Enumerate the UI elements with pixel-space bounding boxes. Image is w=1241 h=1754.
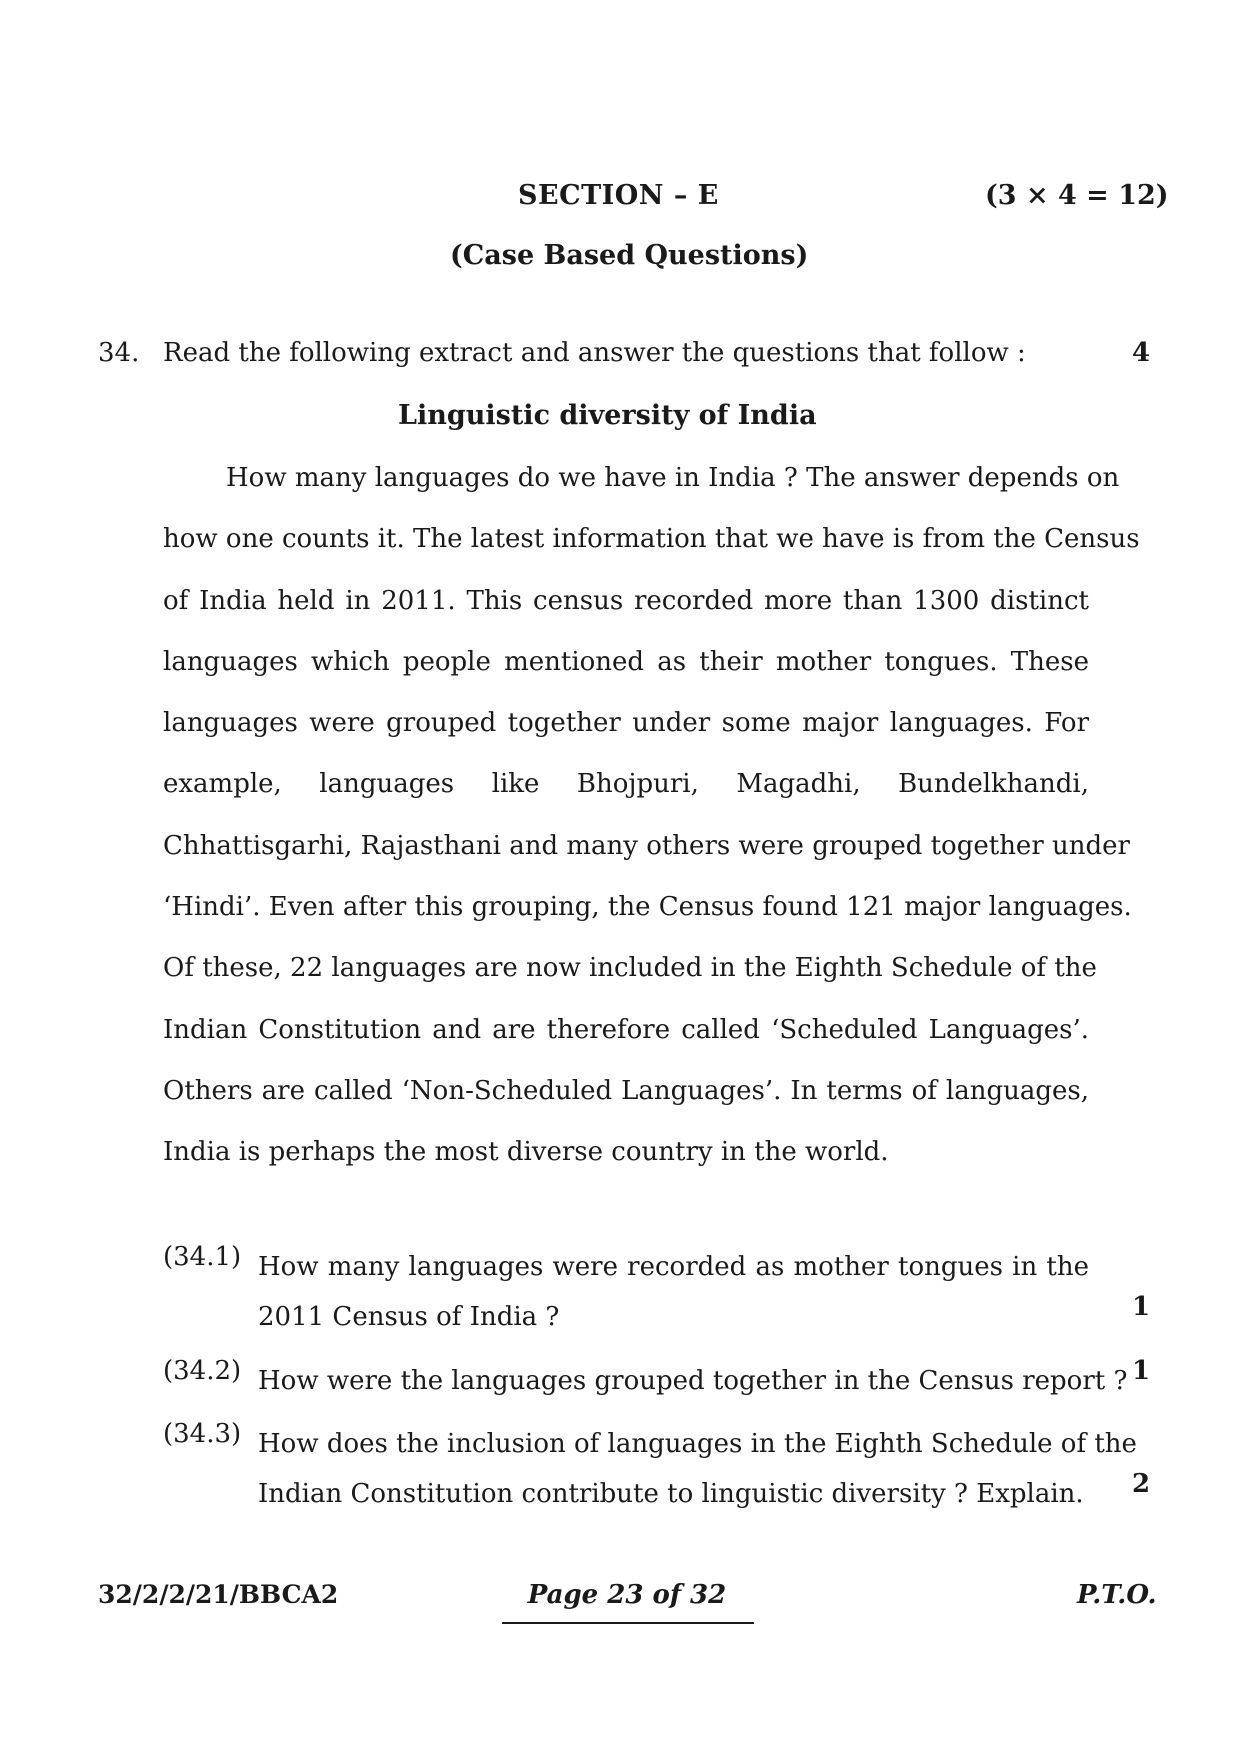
extract-passage	[163, 459, 1140, 1195]
passage-line: example, languages like Bhojpuri, Magadhi, Bundelkhandi,	[163, 769, 1089, 800]
passage-line: ‘Hindi’. Even after this grouping, the Census found 121 major languages.	[163, 892, 1132, 923]
sub-question-number: (34.2)	[163, 1356, 242, 1386]
footer-page-underline	[502, 1622, 754, 1624]
extract-title: Linguistic diversity of India	[398, 400, 817, 431]
passage-line: how one counts it. The latest information that we have is from the Census	[163, 524, 1140, 555]
sub-question-marks: 1	[1132, 1356, 1151, 1386]
question-instruction: Read the following extract and answer the questions that follow :	[163, 338, 1026, 368]
passage-line: languages which people mentioned as their mother tongues. These	[163, 646, 1089, 677]
sub-question-line: How does the inclusion of languages in the Eighth Schedule of the	[258, 1429, 1137, 1459]
passage-line: of India held in 2011. This census recorded more than 1300 distinct	[163, 585, 1089, 616]
passage-line: India is perhaps the most diverse country in the world.	[163, 1137, 889, 1168]
passage-line: How many languages do we have in India ? The answer depends on	[226, 463, 1120, 493]
sub-question-number: (34.1)	[163, 1242, 242, 1272]
passage-line: Indian Constitution and are therefore called ‘Scheduled Languages’.	[163, 1014, 1089, 1045]
passage-line: Chhattisgarhi, Rajasthani and many others were grouped together under	[163, 830, 1130, 861]
sub-question-text	[258, 1242, 1089, 1342]
sub-question-line: How many languages were recorded as mother tongues in the	[258, 1252, 1089, 1282]
sub-question-number: (34.3)	[163, 1419, 242, 1449]
question-marks: 4	[1132, 338, 1151, 368]
passage-line: languages were grouped together under some major languages. For	[163, 708, 1089, 739]
sub-question-text	[258, 1356, 1128, 1406]
section-title: SECTION – E	[518, 180, 719, 211]
passage-line: Others are called ‘Non-Scheduled Languages’. In terms of languages,	[163, 1075, 1089, 1106]
question-number: 34.	[98, 338, 140, 368]
footer-paper-code: 32/2/2/21/BBCA2	[98, 1580, 339, 1609]
section-marks: (3 × 4 = 12)	[985, 180, 1169, 211]
sub-question-text	[258, 1419, 1137, 1519]
sub-question-marks: 2	[1132, 1469, 1151, 1499]
sub-question-line: How were the languages grouped together in the Census report ?	[258, 1366, 1128, 1396]
section-subtitle: (Case Based Questions)	[450, 240, 809, 271]
passage-line: Of these, 22 languages are now included in the Eighth Schedule of the	[163, 953, 1097, 984]
footer-pto: P.T.O.	[1077, 1580, 1157, 1610]
sub-question-line: 2011 Census of India ?	[258, 1302, 560, 1332]
footer-page-number: Page 23 of 32	[527, 1580, 727, 1610]
sub-question-line: Indian Constitution contribute to linguistic diversity ? Explain.	[258, 1479, 1084, 1509]
sub-question-marks: 1	[1132, 1292, 1151, 1322]
